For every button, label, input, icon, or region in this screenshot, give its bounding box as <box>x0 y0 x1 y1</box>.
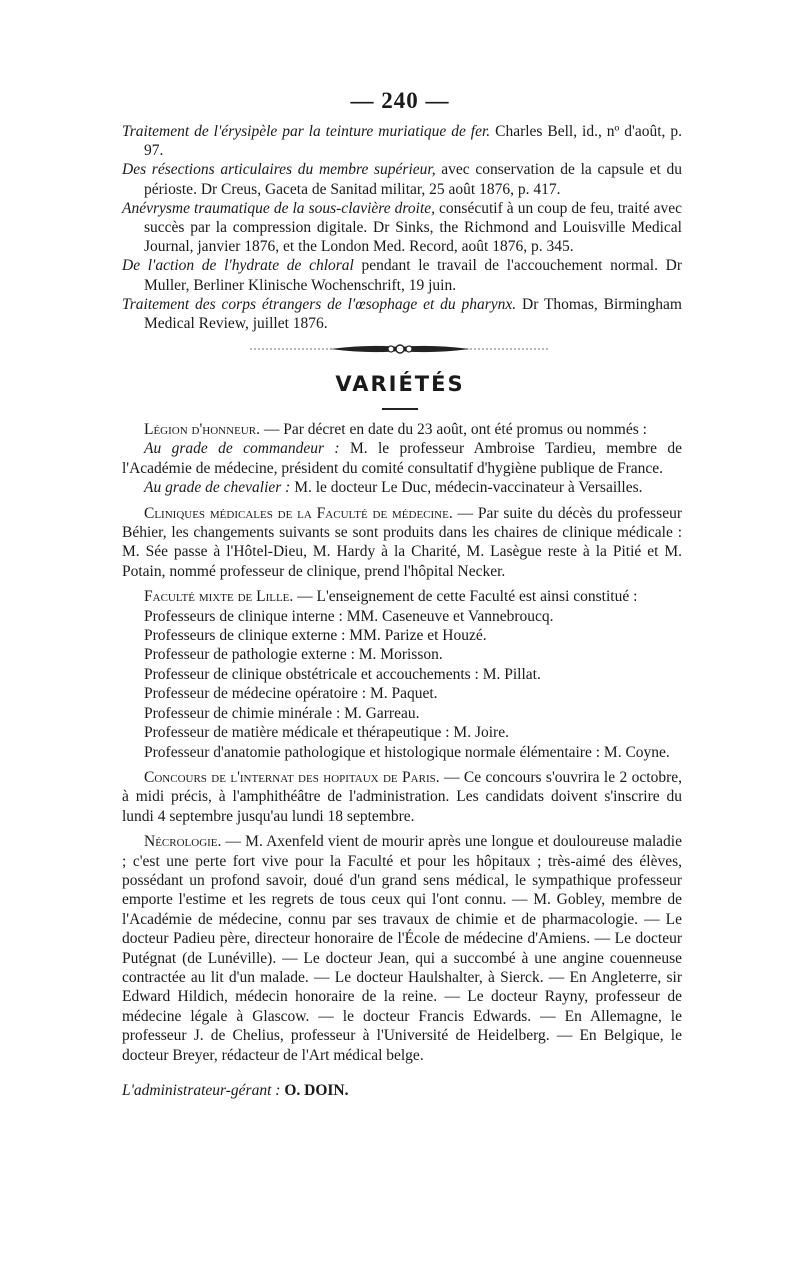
section-title: VARIÉTÉS <box>335 372 465 396</box>
cliniques-heading: Cliniques médicales de la Faculté de médecine. <box>144 504 453 522</box>
list-item: Professeur de clinique obstétricale et accouchements : M. Pillat. <box>144 665 541 683</box>
signature-label: L'administrateur-gérant : <box>122 1082 281 1099</box>
necrologie-paragraph: Nécrologie. — M. Axenfeld vient de mourir après une longue et douloureuse maladie ; c'est une perte fort vive pour la Faculté et pour les hôpitaux ; très-aimé des élèves, possédant un profond savoir, doué d'un grand sens médical, le sympathique professeur emporte l'estime et les regrets de tous ceux qui l'ont connu. — M. Gobley, membre de l'Académie de médecine, connu par ses travaux de chimie et de pharmacologie. — Le docteur Padieu père, directeur honoraire de l'École de médecine d'Amiens. — Le docteur Putégnat (de Lunéville). — Le docteur Jean, qui a succombé à une angine couenneuse contractée au lit d'un malade. — Le docteur Haulshalter, à Sierck. — En Angleterre, sir Edward Hildich, médecin honoraire de la reine. — Le docteur Rayny, professeur de médecine légale à Glascow. — le docteur Francis Edwards. — En Allemagne, le professeur J. de Chelius, professeur à l'Université de Heidelberg. — En Belgique, le docteur Breyer, rédacteur de l'Art médical belge. <box>122 833 682 1064</box>
page-number: — 240 — <box>350 88 450 113</box>
reference-item: Traitement des corps étrangers de l'œsophage et du pharynx. Dr Thomas, Birmingham Medical Review, juillet 1876. <box>122 295 682 333</box>
lille-heading: Faculté mixte de Lille. <box>144 588 294 606</box>
lille-paragraph: Faculté mixte de Lille. — L'enseignement de cette Faculté est ainsi constitué : <box>144 588 638 606</box>
list-item: Professeurs de clinique interne : MM. Caseneuve et Vannebroucq. <box>144 607 554 625</box>
concours-heading: Concours de l'internat des hopitaux de Paris. <box>144 768 440 786</box>
reference-item: De l'action de l'hydrate de chloral pendant le travail de l'accouchement normal. Dr Muller, Berliner Klinische Wochenschrift, 19 juin. <box>122 257 682 294</box>
references-list <box>122 122 682 333</box>
legion-heading: Légion d'honneur. <box>144 421 260 438</box>
necrologie-heading: Nécrologie. <box>144 833 222 851</box>
title-underline <box>382 408 418 410</box>
legion-paragraph: Légion d'honneur. — Par décret en date du 23 août, ont été promus ou nommés : <box>144 421 647 438</box>
concours-paragraph: Concours de l'internat des hopitaux de Paris. — Ce concours s'ouvrira le 2 octobre, à midi précis, à l'amphithéâtre de l'administration. Les candidats doivent s'inscrire du lundi 4 septembre jusqu'au lundi 18 septembre. <box>122 768 682 825</box>
list-item: Professeur d'anatomie pathologique et histologique normale élémentaire : M. Coyne. <box>144 743 670 761</box>
reference-item: Des résections articulaires du membre supérieur, avec conservation de la capsule et du périoste. Dr Creus, Gaceta de Sanitad militar, 25 août 1876, p. 417. <box>122 161 682 198</box>
ornamental-separator <box>250 341 550 357</box>
cliniques-paragraph: Cliniques médicales de la Faculté de médecine. — Par suite du décès du professeur Béhier, les changements suivants se sont produits dans les chaires de clinique médicale : M. Sée passe à l'Hôtel-Dieu, M. Hardy à la Charité, M. Lasègue reste à la Pitié et M. Potain, nommé professeur de clinique, prend l'hôpital Necker. <box>122 504 682 580</box>
list-item: Professeur de pathologie externe : M. Morisson. <box>144 646 443 664</box>
list-item: Professeur de matière médicale et thérapeutique : M. Joire. <box>144 724 509 742</box>
list-item: Professeur de chimie minérale : M. Garreau. <box>144 704 420 722</box>
reference-item: Anévrysme traumatique de la sous-clavière droite, consécutif à un coup de feu, traité avec succès par la compression digitale. Dr Sinks, the Richmond and Louisville Medical Journal, janvier 1876, et the London Med. Record, août 1876, p. 345. <box>122 199 683 256</box>
reference-item: Traitement de l'érysipèle par la teinture muriatique de fer. Charles Bell, id., nº d'août, p. 97. <box>122 123 682 160</box>
chevalier-paragraph: Au grade de chevalier : M. le docteur Le Duc, médecin-vaccinateur à Versailles. <box>144 479 643 497</box>
commandeur-paragraph: Au grade de commandeur : M. le professeur Ambroise Tardieu, membre de l'Académie de médecine, président du comité consultatif d'hygiène publique de France. <box>122 440 682 477</box>
list-item: Professeurs de clinique externe : MM. Parize et Houzé. <box>144 627 487 645</box>
signature <box>122 1081 682 1100</box>
signature-name: O. DOIN. <box>284 1082 349 1099</box>
list-item: Professeur de médecine opératoire : M. Paquet. <box>144 685 438 703</box>
varietes-body <box>122 420 682 1100</box>
